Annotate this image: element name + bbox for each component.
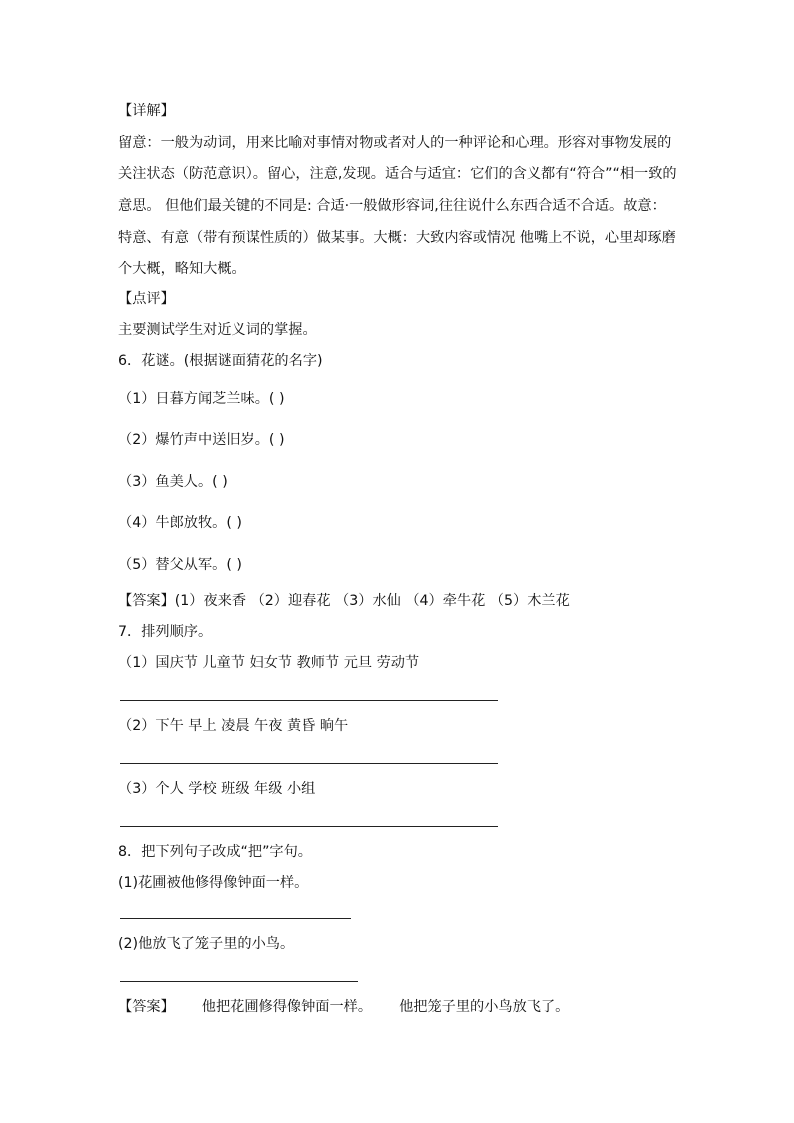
question-7-title: 7．排列顺序。: [118, 624, 213, 640]
question-6-title: 6．花谜。(根据谜面猜花的名字): [118, 353, 323, 369]
question-8-answer: 【答案】 他把花圃修得像钟面一样。 他把笼子里的小鸟放飞了。: [118, 999, 570, 1015]
detail-line-5: 个大概，略知大概。: [118, 261, 246, 277]
question-6-item-3: （3）鱼美人。( ): [118, 474, 228, 490]
question-6-item-2: （2）爆竹声中送旧岁。( ): [118, 432, 285, 448]
question-6-answer: 【答案】(1）夜来香 （2）迎春花 （3）水仙 （4）牵牛花 （5）木兰花: [118, 593, 570, 609]
question-8-item-1: (1)花圃被他修得像钟面一样。: [118, 875, 309, 891]
question-6-item-1: （1）日暮方闻芝兰味。( ): [118, 391, 285, 407]
answer-line-7-2[interactable]: [120, 763, 498, 764]
answer-line-8-1[interactable]: [120, 918, 351, 919]
question-6-item-5: （5）替父从军。( ): [118, 557, 242, 573]
question-7-item-3: （3）个人 学校 班级 年级 小组: [118, 781, 316, 797]
detail-line-1: 留意：一般为动词，用来比喻对事情对物或者对人的一种评论和心理。形容对事物发展的: [118, 135, 672, 151]
question-8-item-2: (2)他放飞了笼子里的小鸟。: [118, 936, 295, 952]
detail-line-3: 意思。 但他们最关键的不同是: 合适·一般做形容词,往往说什么东西合适不合适。故意：: [118, 198, 666, 214]
answer-line-8-2[interactable]: [120, 981, 358, 982]
detail-line-4: 特意、有意（带有预谋性质的）做某事。大概：大致内容或情况 他嘴上不说，心里却琢磨: [118, 230, 676, 246]
detail-line-2: 关注状态（防范意识）。留心，注意,发现。适合与适宜：它们的含义都有“符合”“相一致的: [118, 166, 677, 182]
comment-heading: 【点评】: [118, 291, 175, 307]
answer-line-7-1[interactable]: [120, 700, 498, 701]
answer-line-7-3[interactable]: [120, 826, 498, 827]
question-7-item-1: （1）国庆节 儿童节 妇女节 教师节 元旦 劳动节: [118, 655, 420, 671]
question-6-item-4: （4）牛郎放牧。( ): [118, 515, 242, 531]
question-8-title: 8．把下列句子改成“把”字句。: [118, 844, 312, 860]
question-7-item-2: （2）下午 早上 凌晨 午夜 黄昏 晌午: [118, 718, 349, 734]
comment-text: 主要测试学生对近义词的掌握。: [118, 322, 317, 338]
detail-heading: 【详解】: [118, 103, 175, 119]
